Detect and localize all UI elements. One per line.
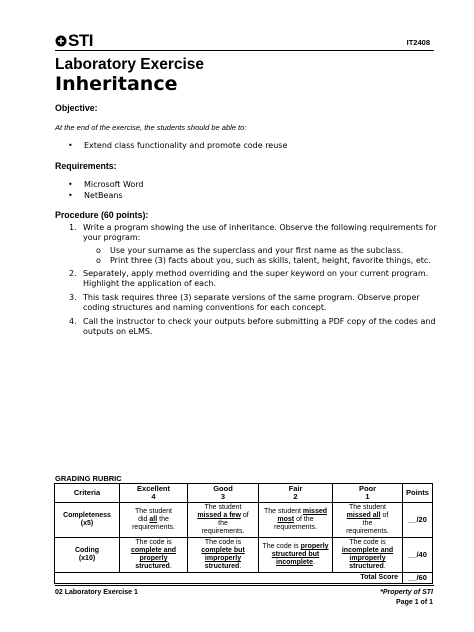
sti-logo xyxy=(55,31,93,51)
cell-emphasis: incomplete and xyxy=(341,547,394,554)
rubric-cell xyxy=(120,538,188,573)
step-text: Highlight the application of each. xyxy=(83,279,217,288)
rubric-row xyxy=(55,538,433,573)
step-text: outputs on eLMS. xyxy=(83,327,153,336)
level-name: Good xyxy=(213,484,233,493)
criteria-name: Coding xyxy=(74,547,100,554)
substep-text: Use your surname as the superclass and your first name as the subclass. xyxy=(110,246,404,255)
cell-text: did xyxy=(138,516,150,523)
cell-emphasis: complete and xyxy=(130,547,177,554)
footer-page: Page 1 of 1 xyxy=(396,599,433,606)
rubric-cell xyxy=(120,503,188,538)
objective-heading: Objective: xyxy=(55,103,98,113)
requirement-item: • NetBeans xyxy=(68,191,123,200)
cell-emphasis: structured xyxy=(349,563,384,570)
rubric-header-row xyxy=(55,484,433,503)
points-cell: __/20 xyxy=(403,503,433,538)
cell-emphasis: structured but xyxy=(271,551,320,558)
cell-text: The code is xyxy=(262,543,301,550)
total-value: __/60 xyxy=(403,573,433,584)
step-text: coding structures and naming conventions for each concept. xyxy=(83,303,327,312)
doc-title-line2: Inheritance xyxy=(55,73,178,95)
rubric-cell xyxy=(188,503,259,538)
step-number: 1. xyxy=(69,223,77,232)
rubric-cell xyxy=(333,538,403,573)
rubric-cell xyxy=(259,503,333,538)
rubric-cell xyxy=(259,538,333,573)
level-header xyxy=(333,484,403,503)
criteria-name: Completeness xyxy=(63,512,111,519)
cell-text: the xyxy=(218,520,228,527)
level-name: Excellent xyxy=(137,484,170,493)
cell-emphasis: improperly xyxy=(349,555,386,562)
cell-text: The student xyxy=(135,508,172,515)
criteria-header: Criteria xyxy=(55,484,120,503)
cell-emphasis: properly xyxy=(300,543,329,550)
cell-emphasis: structured xyxy=(204,563,240,570)
cell-text: of xyxy=(240,512,249,519)
total-row xyxy=(55,573,433,584)
step-text: Write a program showing the use of inheritance. Observe the following requirements for xyxy=(83,223,437,232)
rubric-cell xyxy=(333,503,403,538)
rubric-cell xyxy=(188,538,259,573)
step-text: your program: xyxy=(83,233,141,242)
cell-emphasis: complete but xyxy=(201,547,245,554)
cell-text: The code is xyxy=(135,539,172,546)
cell-text: . xyxy=(313,559,315,566)
procedure-step-3 xyxy=(69,293,420,313)
step-text: This task requires three (3) separate versions of the same program. Observe proper xyxy=(83,293,420,302)
requirements-heading: Requirements: xyxy=(55,161,117,171)
cell-emphasis: all xyxy=(149,516,158,523)
criteria-cell xyxy=(55,503,120,538)
points-header: Points xyxy=(403,484,433,503)
level-name: Fair xyxy=(288,484,303,493)
step-text: Call the instructor to check your outputs before submitting a PDF copy of the codes and xyxy=(83,317,436,326)
cell-text: requirements. xyxy=(132,524,175,531)
cell-text: The code is xyxy=(204,539,242,546)
cell-text: the xyxy=(362,520,373,527)
cell-text: The code is xyxy=(349,539,386,546)
objective-item: • Extend class functionality and promote code reuse xyxy=(68,141,288,150)
cell-text: . xyxy=(383,563,386,570)
criteria-multiplier: (x10) xyxy=(78,555,96,562)
logo-text: STI xyxy=(68,31,93,50)
level-header xyxy=(188,484,259,503)
level-header xyxy=(120,484,188,503)
cell-text: requirements. xyxy=(201,528,245,535)
substep-text: Print three (3) facts about you, such as skills, talent, height, favorite things, etc. xyxy=(110,256,431,265)
cell-text: of the xyxy=(294,516,314,523)
criteria-multiplier: (x5) xyxy=(80,520,94,527)
cell-text: requirements. xyxy=(346,528,389,535)
cell-text: of xyxy=(380,512,389,519)
total-label: Total Score xyxy=(55,573,403,584)
rubric-row xyxy=(55,503,433,538)
cell-emphasis: missed xyxy=(302,508,328,515)
criteria-cell xyxy=(55,538,120,573)
cell-text: . xyxy=(239,563,242,570)
procedure-heading: Procedure (60 points): xyxy=(55,210,149,220)
cell-emphasis: most xyxy=(277,516,295,523)
requirement-text: Microsoft Word xyxy=(84,180,144,189)
points-cell: __/40 xyxy=(403,538,433,573)
header-divider xyxy=(55,50,434,51)
cell-emphasis: structured xyxy=(135,563,170,570)
step-number: 4. xyxy=(69,317,77,326)
objective-item-text: Extend class functionality and promote code reuse xyxy=(84,141,288,150)
level-score: 1 xyxy=(365,492,370,501)
objective-intro: At the end of the exercise, the students should be able to: xyxy=(55,123,247,132)
step-number: 2. xyxy=(69,269,77,278)
document-code: IT2408 xyxy=(406,38,430,47)
cell-emphasis: incomplete xyxy=(276,559,313,566)
sti-logo-icon xyxy=(55,35,67,47)
procedure-step-4 xyxy=(69,317,436,337)
level-score: 3 xyxy=(220,492,226,501)
cell-emphasis: missed a few xyxy=(197,512,241,519)
level-score: 4 xyxy=(151,492,156,501)
grading-rubric-table xyxy=(54,483,433,584)
footer-property: *Property of STI xyxy=(380,589,433,596)
cell-emphasis: improperly xyxy=(204,555,242,562)
footer-divider xyxy=(55,585,434,586)
level-header xyxy=(259,484,333,503)
cell-text: The student xyxy=(349,504,386,511)
step-number: 3. xyxy=(69,293,77,302)
cell-text: requirements. xyxy=(274,524,317,531)
requirement-text: NetBeans xyxy=(84,191,123,200)
cell-text: . xyxy=(169,563,172,570)
procedure-step-1 xyxy=(69,223,437,243)
doc-title-line1: Laboratory Exercise xyxy=(55,56,205,73)
level-name: Poor xyxy=(358,484,377,493)
step-text: Separately, apply method overriding and the super keyword on your current program. xyxy=(83,269,429,278)
level-score: 2 xyxy=(293,492,298,501)
cell-emphasis: properly xyxy=(139,555,168,562)
procedure-step-2 xyxy=(69,269,428,289)
procedure-substeps: o Use your surname as the superclass and your first name as the subclass. o Print three (3) facts about you, such as skills, talent, height, favorite things, etc. xyxy=(96,246,431,265)
cell-text: the xyxy=(157,516,169,523)
cell-text: The student xyxy=(204,504,242,511)
footer-left: 02 Laboratory Exercise 1 xyxy=(55,589,138,596)
cell-text: The student xyxy=(263,508,303,515)
rubric-heading: GRADING RUBRIC xyxy=(55,474,122,483)
cell-emphasis: missed all xyxy=(346,512,381,519)
requirement-item: • Microsoft Word xyxy=(68,180,144,189)
